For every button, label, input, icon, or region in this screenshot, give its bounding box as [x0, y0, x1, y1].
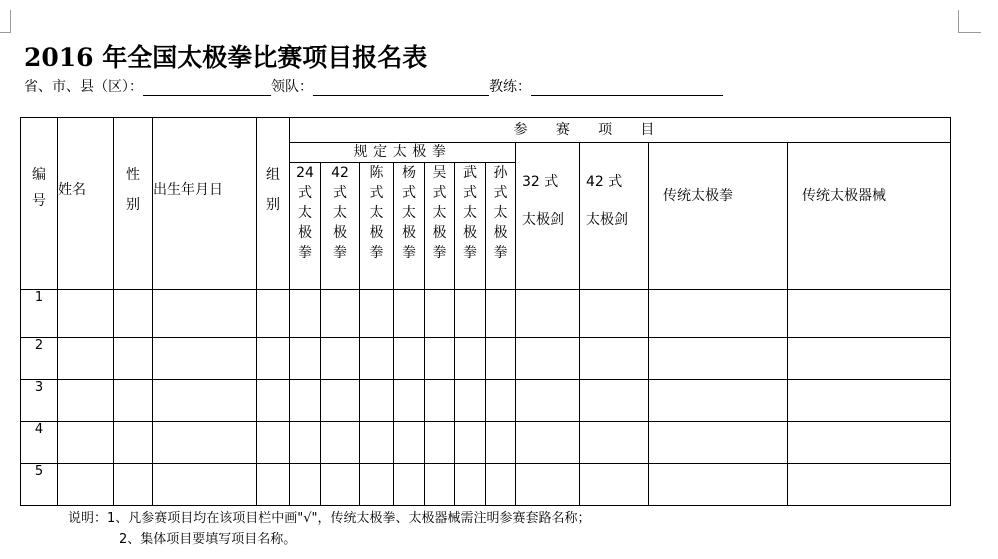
header-group: [257, 118, 290, 290]
standard-item-sun: [486, 163, 516, 290]
standard-item-chen-label: 陈式太极拳: [369, 165, 384, 261]
standard-item-chen: [360, 163, 394, 290]
header-gender: [114, 118, 153, 290]
header-number: [21, 118, 58, 290]
standard-header: [290, 143, 516, 163]
region-field[interactable]: [143, 80, 271, 96]
standard-item-sun-label: 孙式太极拳: [493, 165, 508, 261]
coach-field[interactable]: [531, 80, 723, 96]
header-sword32: [516, 143, 580, 290]
row-number: 4: [21, 422, 58, 464]
standard-item-wu-hao: [455, 163, 486, 290]
standard-item-wu: [425, 163, 455, 290]
crop-mark-top-right: [958, 10, 981, 33]
leader-field[interactable]: [313, 80, 489, 96]
footer-notes: [68, 508, 591, 550]
table-row: [21, 290, 951, 338]
table-row: [21, 422, 951, 464]
table-row: [21, 338, 951, 380]
standard-item-wu-label: 吴式太极拳: [432, 165, 447, 261]
standard-item-yang-label: 杨式太极拳: [402, 165, 416, 261]
form-title: 2016 年全国太极拳比赛项目报名表: [24, 43, 428, 72]
row-number: 3: [21, 380, 58, 422]
standard-header-label: 规定太极拳: [353, 144, 452, 160]
crop-mark-top-left: [0, 10, 11, 33]
region-label: 省、市、县（区）：: [24, 79, 143, 95]
note-line-1: 说明：1、凡参赛项目均在该项目栏中画"√"，传统太极拳、太极器械需注明参赛套路名称；: [68, 511, 591, 526]
row-number: 2: [21, 338, 58, 380]
row-number: 5: [21, 464, 58, 506]
header-group-label: 组别: [266, 167, 280, 213]
header-traditional-quan-label: 传统太极拳: [663, 188, 733, 204]
coach-label: 教练：: [489, 79, 531, 95]
header-birthdate-label: 出生年月日: [153, 182, 223, 198]
header-birthdate: [153, 118, 257, 290]
table-row: [21, 464, 951, 506]
header-traditional-quan: [649, 143, 788, 290]
note-line-2: 2、集体项目要填写项目名称。: [119, 532, 297, 547]
standard-item-wu-hao-label: 武式太极拳: [463, 165, 477, 261]
standard-item-24: [290, 163, 321, 290]
events-header: [290, 118, 951, 143]
header-traditional-weapon-label: 传统太极器械: [802, 188, 886, 204]
events-header-label: 参 赛 项 目: [513, 122, 667, 138]
standard-item-24-label: 24式太极拳: [296, 165, 314, 261]
header-name-label: 姓名: [58, 182, 86, 198]
header-sword42-label: 42 式太极剑: [586, 174, 628, 228]
header-fields: [24, 76, 723, 96]
header-name: [58, 118, 114, 290]
header-sword32-label: 32 式太极剑: [522, 174, 564, 228]
standard-item-yang: [394, 163, 425, 290]
row-number: 1: [21, 290, 58, 338]
registration-table: [20, 117, 951, 506]
standard-item-42-label: 42式太极拳: [331, 165, 349, 261]
leader-label: 领队：: [271, 79, 313, 95]
header-number-label: 编号: [32, 167, 46, 209]
header-traditional-weapon: [788, 143, 951, 290]
header-gender-label: 性别: [126, 167, 140, 213]
header-sword42: [580, 143, 649, 290]
table-row: [21, 380, 951, 422]
standard-item-42: [321, 163, 360, 290]
